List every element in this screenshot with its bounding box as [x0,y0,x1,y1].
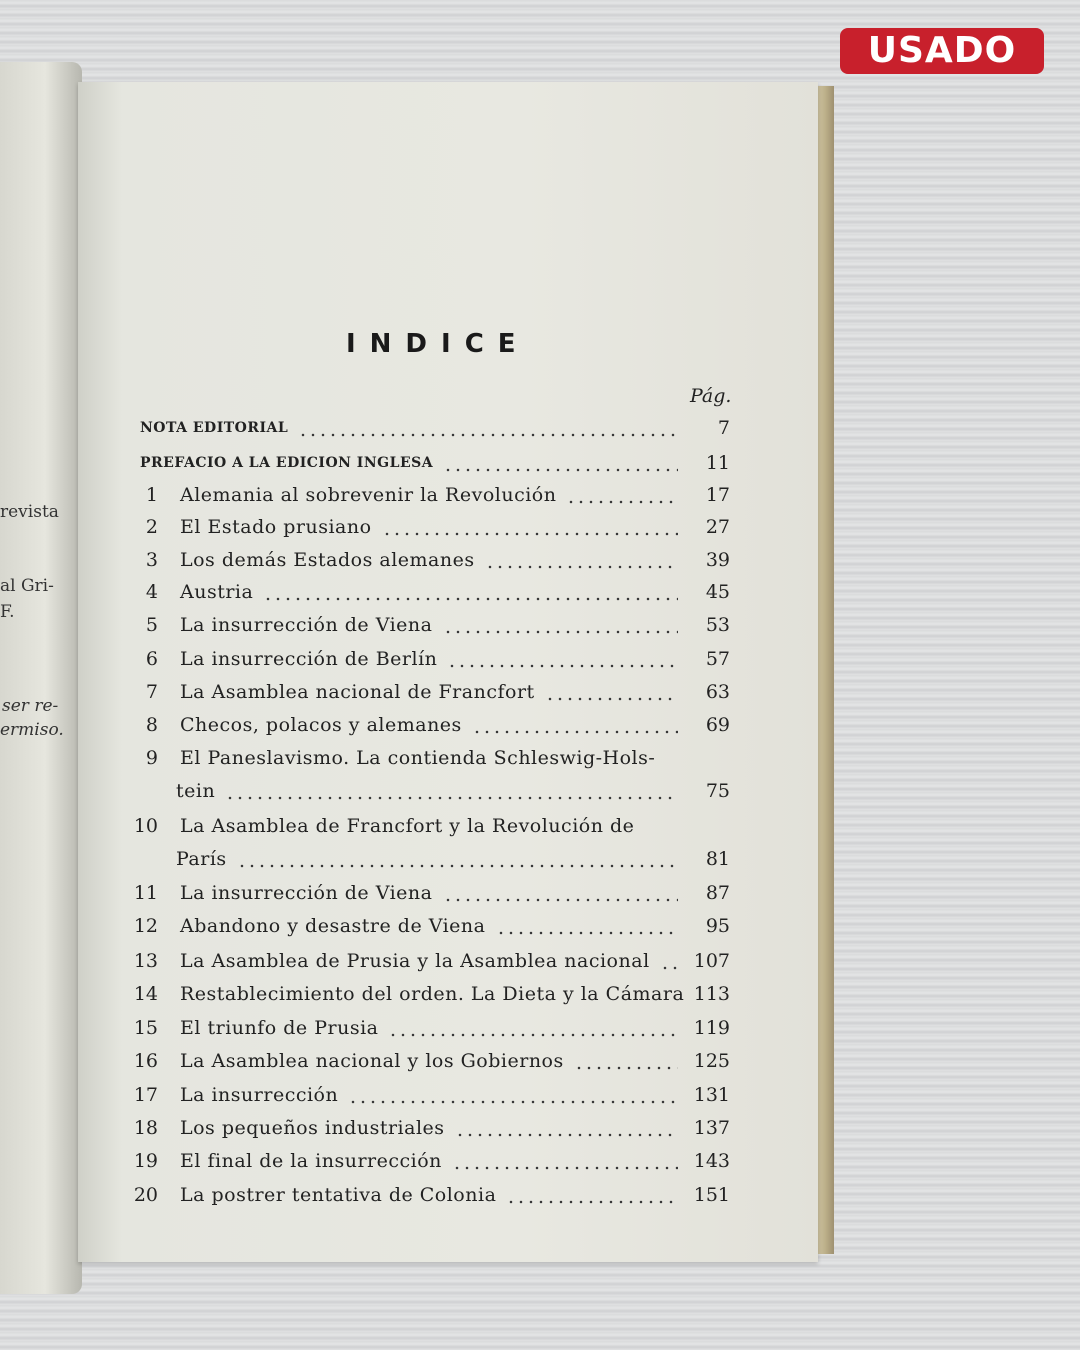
toc-entry-number: 18 [133,1117,158,1139]
toc-entry-title: Abandono y desastre de Viena [180,915,486,937]
toc-entry [0,1117,1080,1143]
toc-entry [0,549,1080,575]
toc-entry-number: 15 [133,1017,158,1039]
toc-entry-number: 3 [145,549,158,571]
toc-page-number: 151 [693,1184,730,1206]
page-title: INDICE [346,329,530,359]
toc-entry [0,484,1080,510]
toc-entry [0,882,1080,908]
toc-entry-number: 4 [145,581,158,603]
toc-entry [0,1050,1080,1076]
toc-entry-title: La Asamblea de Francfort y la Revolución de [180,815,635,837]
toc-entry [0,983,1080,1009]
toc-entry-number: 12 [133,915,158,937]
toc-leader-dots [660,966,678,970]
toc-entry-title: El Estado prusiano [180,516,372,538]
toc-entry-title: Austria [180,581,254,603]
toc-page-number: 95 [705,915,730,937]
toc-entry-title: La Asamblea de Prusia y la Asamblea nacional [180,950,650,972]
toc-page-number: 57 [705,648,730,670]
left-fragment: ser re- [2,696,59,716]
toc-page-number: 53 [705,614,730,636]
toc-leader-dots [455,1133,678,1137]
toc-entry-title: Checos, polacos y alemanes [180,714,462,736]
toc-page-number: 131 [693,1084,730,1106]
toc-entry [0,1184,1080,1210]
toc-leader-dots [443,898,678,902]
toc-entry [0,780,1080,806]
toc-entry [0,747,1080,773]
toc-entry [0,417,1080,443]
toc-leader-dots [496,931,678,935]
toc-entry-title: Alemania al sobrevenir la Revolución [180,484,557,506]
toc-entry [0,1017,1080,1043]
toc-entry-title: La Asamblea nacional y los Gobiernos [180,1050,564,1072]
toc-entry-title: tein [176,780,216,802]
toc-entry-number: 17 [133,1084,158,1106]
used-badge: USADO [840,28,1044,74]
toc-page-number: 87 [705,882,730,904]
toc-page-number: 119 [693,1017,730,1039]
toc-entry [0,815,1080,841]
toc-entry-title: PREFACIO A LA EDICION INGLESA [140,455,434,471]
toc-entry-number: 5 [145,614,158,636]
toc-entry-number: 16 [133,1050,158,1072]
toc-entry-number: 13 [133,950,158,972]
toc-page-number: 81 [705,848,730,870]
toc-entry [0,516,1080,542]
toc-page-number: 113 [693,983,730,1005]
toc-entry-number: 9 [145,747,158,769]
toc-entry-title: La insurrección de Berlín [180,648,438,670]
toc-leader-dots [452,1166,678,1170]
toc-leader-dots [237,864,678,868]
toc-entry-title: El Paneslavismo. La contienda Schleswig-Hols- [180,747,656,769]
toc-leader-dots [225,796,678,800]
toc-entry [0,1150,1080,1176]
toc-entry-title: El triunfo de Prusia [180,1017,379,1039]
toc-page-number: 107 [693,950,730,972]
toc-entry-title: Los demás Estados alemanes [180,549,475,571]
toc-leader-dots [443,630,678,634]
toc-page-number: 75 [705,780,730,802]
toc-page-number: 63 [705,681,730,703]
toc-page-number: 69 [705,714,730,736]
toc-entry-number: 1 [145,484,158,506]
toc-leader-dots [348,1100,678,1104]
toc-page-number: 45 [705,581,730,603]
toc-entry-title: La Asamblea nacional de Francfort [180,681,535,703]
toc-leader-dots [388,1033,678,1037]
toc-leader-dots [506,1200,678,1204]
toc-entry-number: 11 [133,882,158,904]
toc-entry [0,714,1080,740]
toc-leader-dots [574,1066,678,1070]
left-fragment: F. [0,602,15,622]
toc-entry-number: 10 [133,815,158,837]
left-fragment: al Gri- [0,576,54,596]
toc-entry-title: Restablecimiento del orden. La Dieta y la Cámara [180,983,685,1005]
toc-entry [0,614,1080,640]
toc-leader-dots [263,597,678,601]
page-column-label: Pág. [690,385,732,407]
toc-entry-number: 8 [145,714,158,736]
toc-entry-number: 6 [145,648,158,670]
left-fragment: ermiso. [0,720,64,740]
toc-entry-title: NOTA EDITORIAL [140,420,289,436]
toc-page-number: 39 [705,549,730,571]
toc-entry-number: 14 [133,983,158,1005]
toc-entry [0,915,1080,941]
toc-entry [0,950,1080,976]
toc-entry [0,848,1080,874]
toc-entry-number: 2 [145,516,158,538]
toc-page-number: 137 [693,1117,730,1139]
toc-page-number: 17 [705,484,730,506]
toc-leader-dots [447,664,678,668]
toc-entry-title: La insurrección de Viena [180,882,433,904]
toc-entry-title: La insurrección de Viena [180,614,433,636]
toc-entry [0,581,1080,607]
toc-entry-title: El final de la insurrección [180,1150,442,1172]
toc-page-number: 143 [693,1150,730,1172]
toc-entry [0,681,1080,707]
toc-leader-dots [298,433,678,437]
toc-page-number: 125 [693,1050,730,1072]
toc-entry-number: 19 [133,1150,158,1172]
toc-page-number: 27 [705,516,730,538]
toc-entry-title: París [176,848,227,870]
toc-entry-title: La insurrección [180,1084,339,1106]
toc-entry-number: 7 [145,681,158,703]
toc-page-number: 11 [705,452,730,474]
toc-entry-number: 20 [133,1184,158,1206]
toc-page-number: 7 [717,417,730,439]
toc-leader-dots [443,468,678,472]
toc-entry-title: La postrer tentativa de Colonia [180,1184,497,1206]
toc-leader-dots [485,565,678,569]
toc-leader-dots [545,697,678,701]
toc-entry-title: Los pequeños industriales [180,1117,445,1139]
toc-entry [0,1084,1080,1110]
toc-entry [0,452,1080,478]
toc-entry [0,648,1080,674]
toc-leader-dots [382,532,678,536]
left-fragment: revista [0,502,59,522]
toc-leader-dots [566,500,678,504]
toc-leader-dots [472,730,678,734]
